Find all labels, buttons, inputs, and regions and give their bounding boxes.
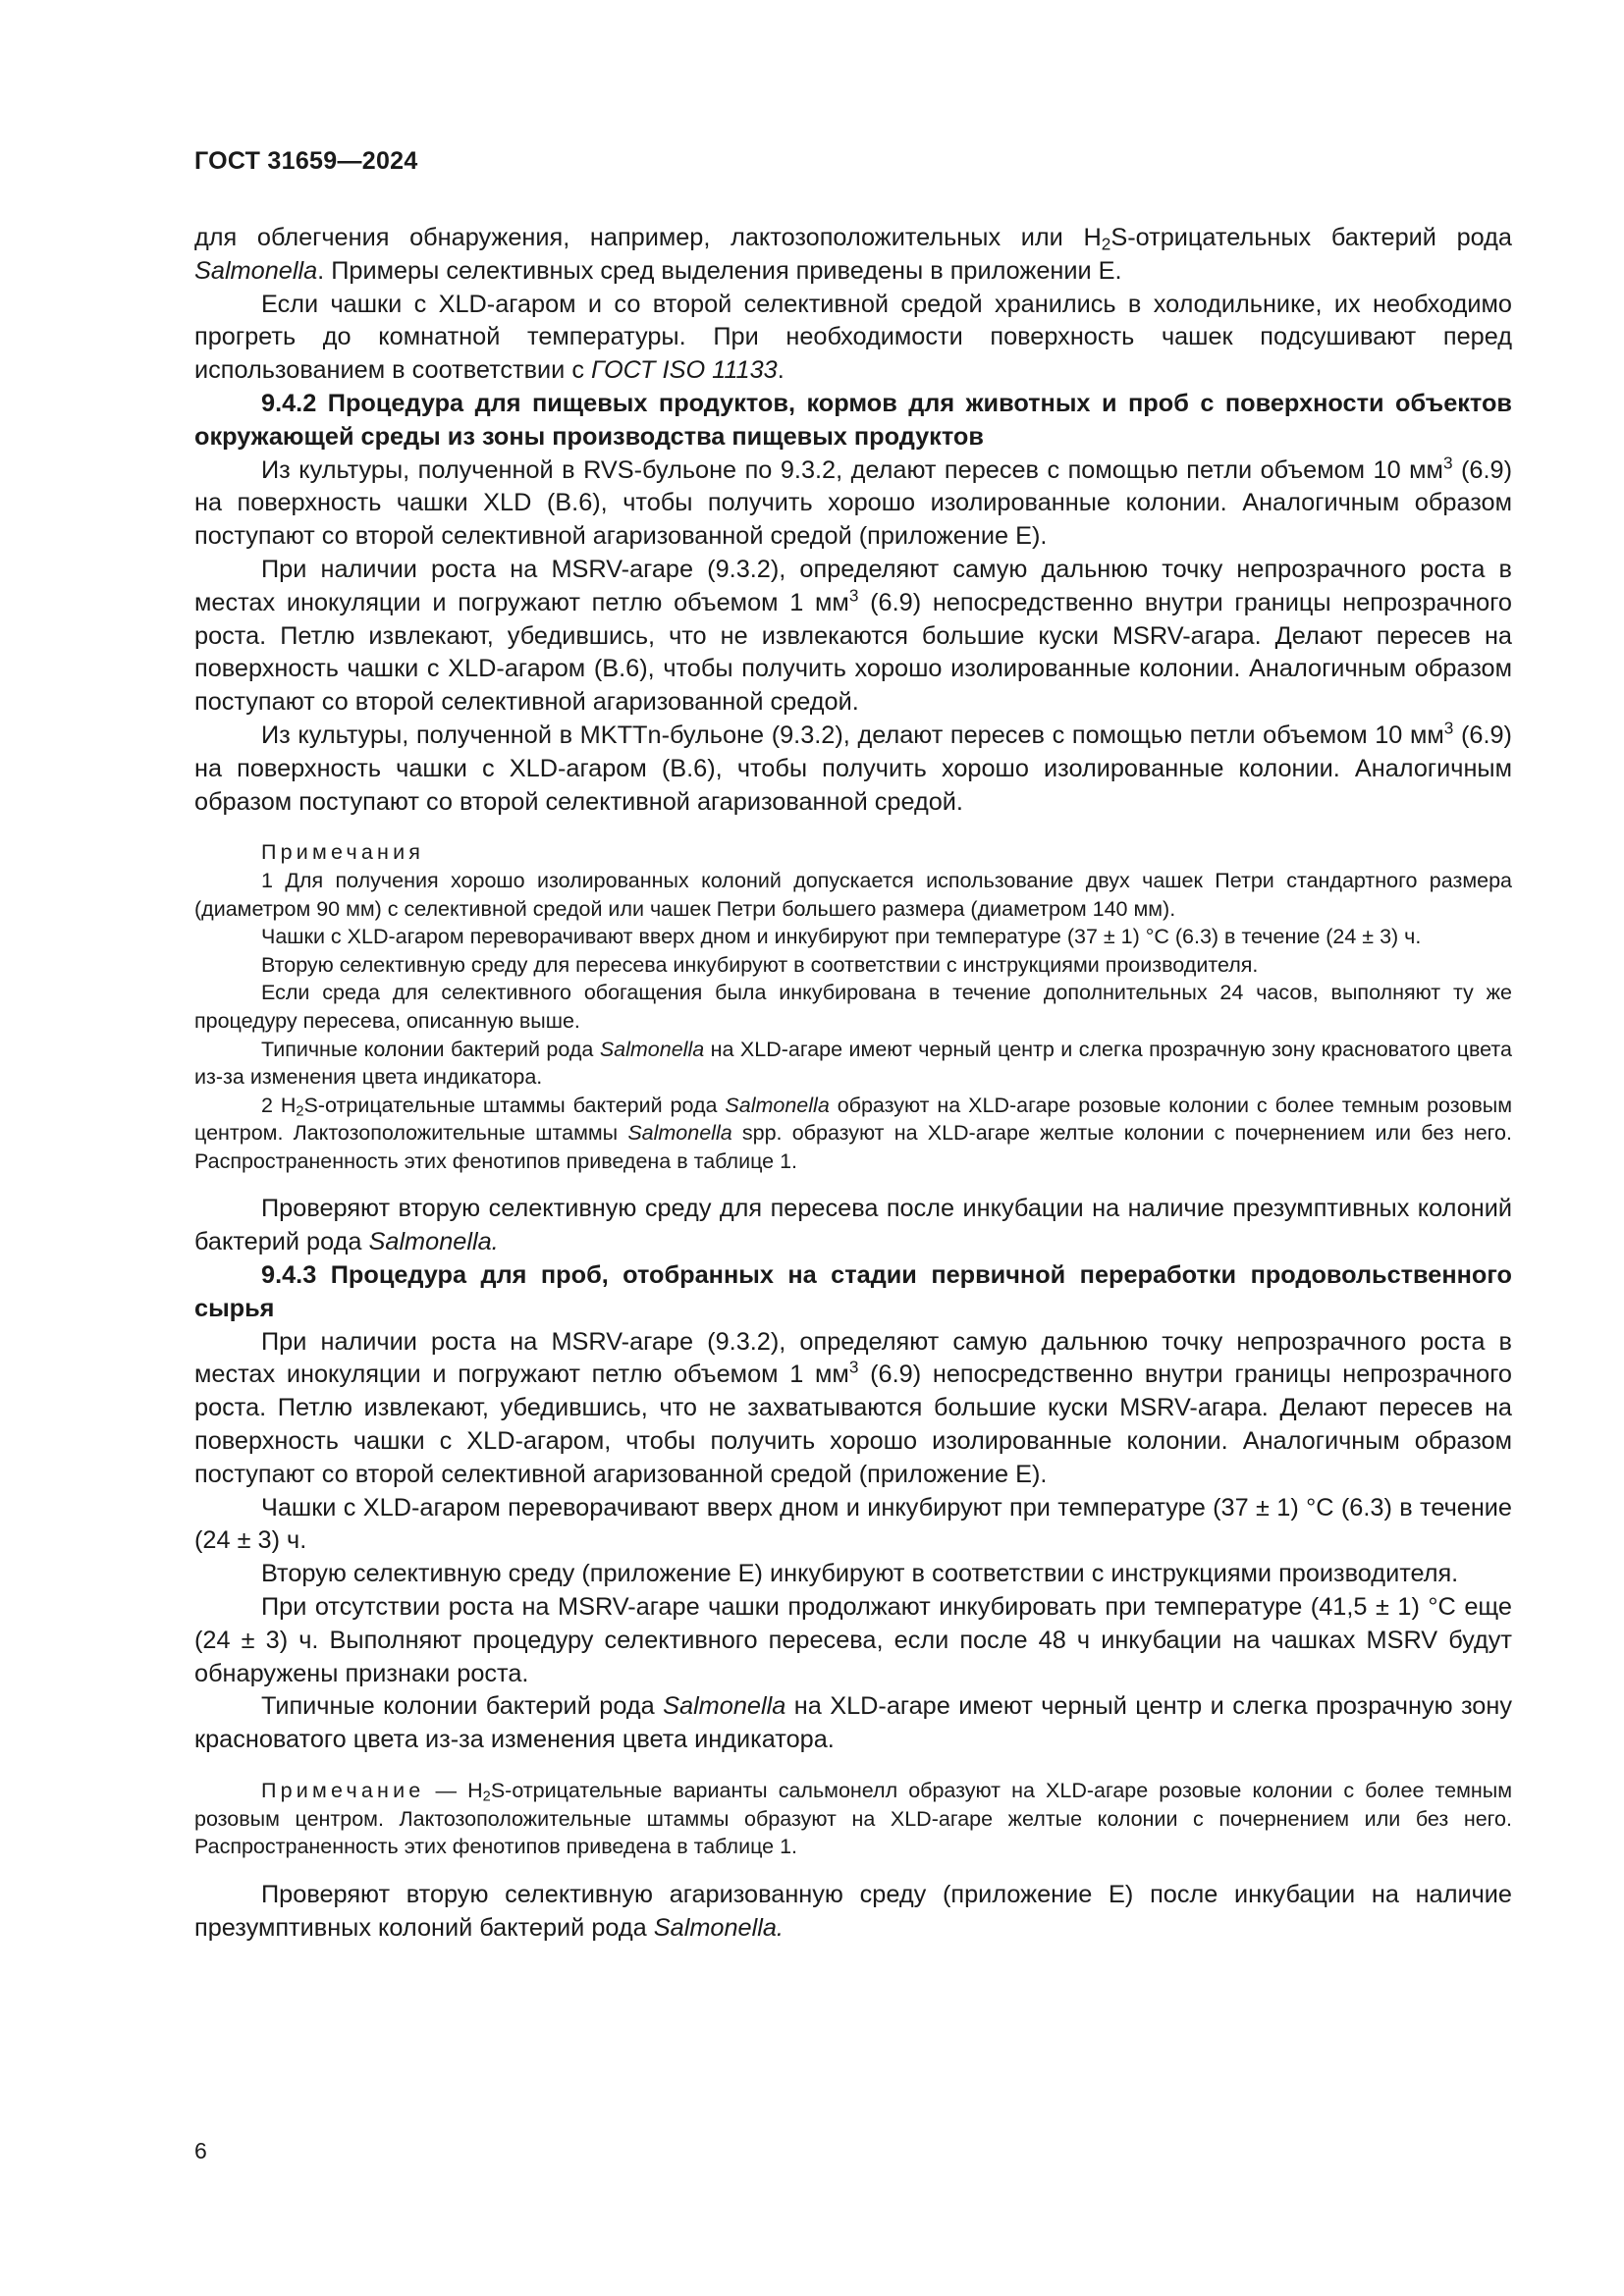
note-item-typical-colonies: Типичные колонии бактерий рода Salmonella на XLD-агаре имеют черный центр и слегка прозрачную зону красноватого цвета из-за изменения цвета индикатора. — [194, 1037, 1512, 1090]
paragraph-xld-incubation: Чашки с XLD-агаром переворачивают вверх дном и инкубируют при температуре (37 ± 1) °C (6.3) в течение (24 ± 3) ч. — [194, 1493, 1512, 1555]
note-item-1: 1 Для получения хорошо изолированных колоний допускается использование двух чашек Петри стандартного размера (диаметром 90 мм) с селективной средой или чашек Петри большего размера (диаметром 140 мм). — [194, 868, 1512, 921]
note-single-block — [194, 1777, 1512, 1861]
note-single: Примечание — $H_2S$-отрицательные варианты сальмонелл образуют на XLD-агаре розовые колонии с более темным розовым центром. Лактозоположительные штаммы образуют на XLD-агаре желтые колонии с почернением или без него. Распространенность этих фенотипов приведена в таблице 1. — [194, 1779, 1512, 1859]
section-heading-9-4-3: 9.4.3 Процедура для проб, отобранных на стадии первичной переработки продовольственного сырья — [194, 1261, 1512, 1322]
paragraph-mkttn-culture: Из культуры, полученной в MKTTn-бульоне (9.3.2), делают пересев с помощью петли объемом 10 $мм^3$ (6.9) на поверхность чашки с XLD-агаром (В.6), чтобы получить хорошо изолированные колонии. Аналогичным образом поступают со второй селективной агаризованной средой. — [194, 718, 1512, 816]
paragraph-second-medium-incubation: Вторую селективную среду (приложение Е) инкубируют в соответствии с инструкциями производителя. — [261, 1560, 1459, 1588]
paragraph-check-second-agar: Проверяют вторую селективную агаризованную среду (приложение Е) после инкубации на наличие презумптивных колоний бактерий рода Salmonella. — [194, 1880, 1512, 1942]
page-number: 6 — [194, 2138, 207, 2163]
document-body — [194, 222, 1512, 1945]
note-item-extra-24h: Если среда для селективного обогащения была инкубирована в течение дополнительных 24 часов, выполняют ту же процедуру пересева, описанную выше. — [194, 981, 1512, 1033]
paragraph-msrv-growth-primary: При наличии роста на MSRV-агаре (9.3.2), определяют самую дальнюю точку непрозрачного роста в местах инокуляции и погружают петлю объемом 1 $мм^3$ (6.9) непосредственно внутри границы непрозрачного роста. Петлю извлекают, убедившись, что не захватываются большие куски MSRV-агара. Делают пересев на поверхность чашки с XLD-агаром, чтобы получить хорошо изолированные колонии. Аналогичным образом поступают со второй селективной агаризованной средой (приложение Е). — [194, 1327, 1512, 1488]
notes-title: Примечания — [261, 840, 425, 865]
note-item-2: 2 $H_2S$-отрицательные штаммы бактерий рода Salmonella образуют на XLD-агаре розовые колонии с более темным розовым центром. Лактозоположительные штаммы Salmonella spp. образуют на XLD-агаре желтые колонии с почернением или без него. Распространенность этих фенотипов приведена в таблице 1. — [194, 1093, 1513, 1173]
paragraph-rvs-culture: Из культуры, полученной в RVS-бульоне по 9.3.2, делают пересев с помощью петли объемом 10 $мм^3$ (6.9) на поверхность чашки XLD (В.6), чтобы получить хорошо изолированные колонии. Аналогичным образом поступают со второй селективной агаризованной средой (приложение Е). — [194, 453, 1512, 551]
section-heading-9-4-2: 9.4.2 Процедура для пищевых продуктов, кормов для животных и проб с поверхности объектов окружающей среды из зоны производства пищевых продуктов — [194, 389, 1512, 451]
paragraph-xld-storage: Если чашки с XLD-агаром и со второй селективной средой хранились в холодильнике, их необходимо прогреть до комнатной температуры. При необходимости поверхность чашек подсушивают перед использованием в соответствии с ГОСТ ISO 11133. — [194, 290, 1512, 385]
note-item-second-medium: Вторую селективную среду для пересева инкубируют в соответствии с инструкциями производителя. — [261, 952, 1259, 977]
notes-block — [194, 838, 1512, 1175]
document-header-code: ГОСТ 31659—2024 — [194, 147, 418, 175]
paragraph-intro: для облегчения обнаружения, например, лактозоположительных или $H_2S$-отрицательных бактерий рода Salmonella. Примеры селективных сред выделения приведены в приложении Е. — [194, 224, 1512, 285]
paragraph-typical-colonies: Типичные колонии бактерий рода Salmonella на XLD-агаре имеют черный центр и слегка прозрачную зону красноватого цвета из-за изменения цвета индикатора. — [194, 1692, 1512, 1754]
paragraph-no-growth: При отсутствии роста на MSRV-агаре чашки продолжают инкубировать при температуре (41,5 ± 1) °C еще (24 ± 3) ч. Выполняют процедуру селективного пересева, если после 48 ч инкубации на чашках MSRV будут обнаружены признаки роста. — [194, 1593, 1512, 1687]
paragraph-msrv-growth: При наличии роста на MSRV-агаре (9.3.2), определяют самую дальнюю точку непрозрачного роста в местах инокуляции и погружают петлю объемом 1 $мм^3$ (6.9) непосредственно внутри границы непрозрачного роста. Петлю извлекают, убедившись, что не извлекаются большие куски MSRV-агара. Делают пересев на поверхность чашки с XLD-агаром (В.6), чтобы получить хорошо изолированные колонии. Аналогичным образом поступают со второй селективной агаризованной средой. — [194, 555, 1512, 717]
note-item-incubation: Чашки с XLD-агаром переворачивают вверх дном и инкубируют при температуре (37 ± 1) °C (6.3) в течение (24 ± 3) ч. — [261, 925, 1422, 949]
paragraph-check-second-medium: Проверяют вторую селективную среду для пересева после инкубации на наличие презумптивных колоний бактерий рода Salmonella. — [194, 1195, 1512, 1256]
